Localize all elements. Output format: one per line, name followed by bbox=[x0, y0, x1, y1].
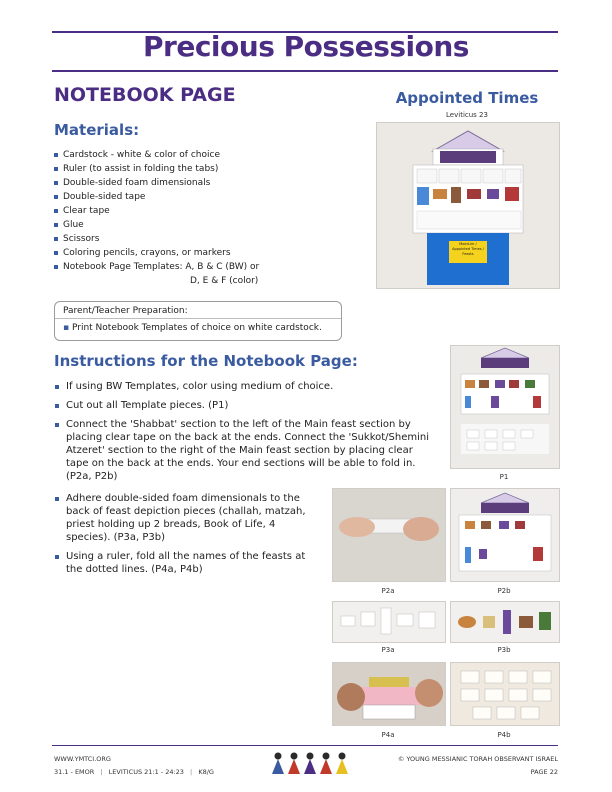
photo-p2b bbox=[450, 488, 560, 582]
notebook-illustration bbox=[377, 123, 559, 288]
featured-title: Appointed Times bbox=[395, 89, 539, 107]
list-item: Connect the 'Shabbat' section to the left of the Main feast section by placing clear tape on the back at the ends. Connect the 'Sukkot/Shemini Atzeret' section to the right of the Main feast section by placing clear tape on the back at the ends. Your end sections will be able to fold in. (P2a, P2b) bbox=[54, 418, 436, 483]
caption-p2b: P2b bbox=[497, 587, 511, 595]
preparation-heading: Parent/Teacher Preparation: bbox=[63, 306, 188, 316]
p3a-illustration bbox=[333, 602, 445, 642]
list-item: Adhere double-sided foam dimensionals to the back of feast depiction pieces (challah, matzah, priest holding up 2 breads, Book of Life, 4 species). (P3a, P3b) bbox=[54, 492, 320, 544]
list-item: Ruler (to assist in folding the tabs) bbox=[54, 162, 354, 176]
header-rule-bottom bbox=[52, 70, 558, 72]
p3b-illustration bbox=[451, 602, 559, 642]
featured-subtitle: Leviticus 23 bbox=[446, 111, 488, 119]
footer-rule bbox=[52, 745, 558, 746]
featured-photo bbox=[376, 122, 560, 289]
preparation-box bbox=[54, 301, 342, 341]
instructions-list-bottom bbox=[54, 492, 320, 582]
footer-portion: 31.1 - EMOR bbox=[54, 768, 95, 776]
caption-p3b: P3b bbox=[497, 646, 511, 654]
list-item: Double-sided tape bbox=[54, 190, 354, 204]
footer-website: WWW.YMTCI.ORG bbox=[54, 755, 111, 763]
list-item: If using BW Templates, color using medium of choice. bbox=[54, 380, 444, 393]
p2a-illustration bbox=[333, 489, 445, 581]
caption-p4a: P4a bbox=[381, 731, 395, 739]
list-item: Using a ruler, fold all the names of the feasts at the dotted lines. (P4a, P4b) bbox=[54, 550, 320, 576]
footer-copyright: © YOUNG MESSIANIC TORAH OBSERVANT ISRAEL bbox=[397, 755, 558, 763]
list-item: Scissors bbox=[54, 232, 354, 246]
caption-p4b: P4b bbox=[497, 731, 511, 739]
p2b-illustration bbox=[451, 489, 559, 581]
footer-logo bbox=[270, 750, 352, 776]
p1-illustration bbox=[451, 346, 559, 468]
templates-line-2: D, E & F (color) bbox=[190, 276, 259, 286]
preparation-divider bbox=[55, 318, 341, 319]
footer-reference: 31.1 - EMOR | LEVITICUS 21:1 - 24:23 | K8/G bbox=[54, 768, 214, 776]
photo-p2a bbox=[332, 488, 446, 582]
page-title: Precious Possessions bbox=[143, 30, 469, 63]
caption-p3a: P3a bbox=[381, 646, 395, 654]
caption-p1: P1 bbox=[499, 473, 509, 481]
list-item: Double-sided foam dimensionals bbox=[54, 176, 354, 190]
photo-p3a bbox=[332, 601, 446, 643]
materials-list bbox=[54, 148, 354, 288]
instructions-heading: Instructions for the Notebook Page: bbox=[54, 352, 358, 370]
photo-p1 bbox=[450, 345, 560, 469]
list-item: Notebook Page Templates: A, B & C (BW) or bbox=[54, 260, 354, 274]
list-item: Glue bbox=[54, 218, 354, 232]
footer-scripture: LEVITICUS 21:1 - 24:23 bbox=[108, 768, 184, 776]
photo-p4a bbox=[332, 662, 446, 726]
materials-heading: Materials: bbox=[54, 121, 140, 139]
list-item: Cardstock - white & color of choice bbox=[54, 148, 354, 162]
section-title: NOTEBOOK PAGE bbox=[54, 84, 236, 106]
photo-p4b bbox=[450, 662, 560, 726]
card-label: Moed-im / Appointed Times / Feasts bbox=[452, 242, 484, 256]
p4b-illustration bbox=[451, 663, 559, 725]
photo-p3b bbox=[450, 601, 560, 643]
instructions-list-top bbox=[54, 380, 444, 489]
p4a-illustration bbox=[333, 663, 445, 725]
preparation-item: ▪ Print Notebook Templates of choice on white cardstock. bbox=[63, 323, 322, 333]
footer-level: K8/G bbox=[198, 768, 214, 776]
list-item: Clear tape bbox=[54, 204, 354, 218]
preparation-item-text: Print Notebook Templates of choice on white cardstock. bbox=[71, 323, 322, 333]
caption-p2a: P2a bbox=[381, 587, 395, 595]
footer-page-number: PAGE 22 bbox=[530, 768, 558, 776]
list-item: Cut out all Template pieces. (P1) bbox=[54, 399, 444, 412]
list-item: Coloring pencils, crayons, or markers bbox=[54, 246, 354, 260]
children-logo-icon bbox=[270, 750, 352, 776]
